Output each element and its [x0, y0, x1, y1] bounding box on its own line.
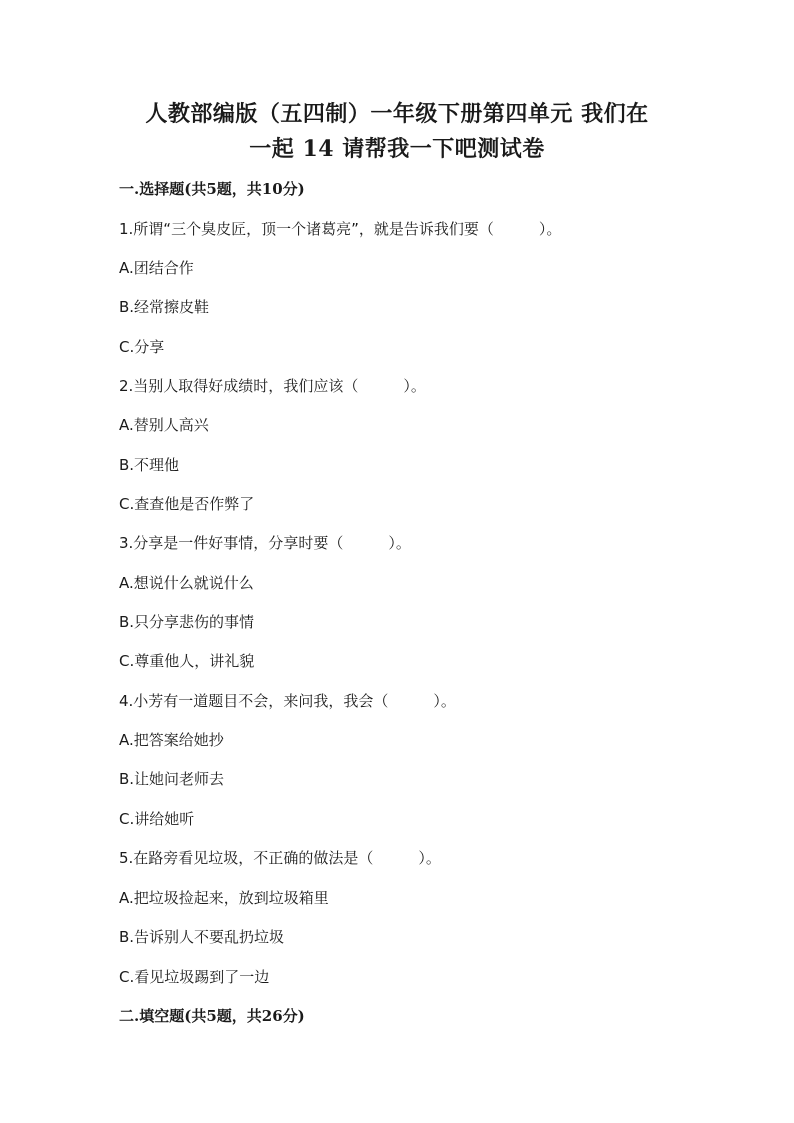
question-4-stem: 4.小芳有一道题目不会，来问我，我会（ ）。: [119, 692, 456, 710]
question-4-option-a: A.把答案给她抄: [119, 731, 224, 749]
section-heading-multiple-choice: 一.选择题(共5题，共10分): [119, 180, 305, 198]
question-3-stem: 3.分享是一件好事情，分享时要（ ）。: [119, 534, 411, 552]
question-1-option-a: A.团结合作: [119, 259, 194, 277]
question-2-option-a: A.替别人高兴: [119, 416, 209, 434]
question-3-option-c: C.尊重他人，讲礼貌: [119, 652, 255, 670]
question-5-option-a: A.把垃圾捡起来，放到垃圾箱里: [119, 889, 329, 907]
question-1-option-c: C.分享: [119, 338, 165, 356]
question-1-option-b: B.经常擦皮鞋: [119, 298, 210, 316]
question-3-option-a: A.想说什么就说什么: [119, 574, 254, 592]
page-title-line-2: 一起 14 请帮我一下吧测试卷: [249, 136, 545, 162]
question-5-option-b: B.告诉别人不要乱扔垃圾: [119, 928, 285, 946]
page-title-line-1: 人教部编版（五四制）一年级下册第四单元 我们在: [145, 101, 649, 127]
question-2-option-c: C.查查他是否作弊了: [119, 495, 255, 513]
question-3-option-b: B.只分享悲伤的事情: [119, 613, 255, 631]
question-2-stem: 2.当别人取得好成绩时，我们应该（ ）。: [119, 377, 426, 395]
question-1-stem: 1.所谓“三个臭皮匠，顶一个诸葛亮”，就是告诉我们要（ ）。: [119, 220, 562, 238]
question-4-option-c: C.讲给她听: [119, 810, 195, 828]
question-4-option-b: B.让她问老师去: [119, 770, 225, 788]
question-2-option-b: B.不理他: [119, 456, 180, 474]
question-5-option-c: C.看见垃圾踢到了一边: [119, 968, 270, 986]
question-5-stem: 5.在路旁看见垃圾，不正确的做法是（ ）。: [119, 849, 441, 867]
section-heading-fill-in-blank: 二.填空题(共5题，共26分): [119, 1007, 305, 1025]
